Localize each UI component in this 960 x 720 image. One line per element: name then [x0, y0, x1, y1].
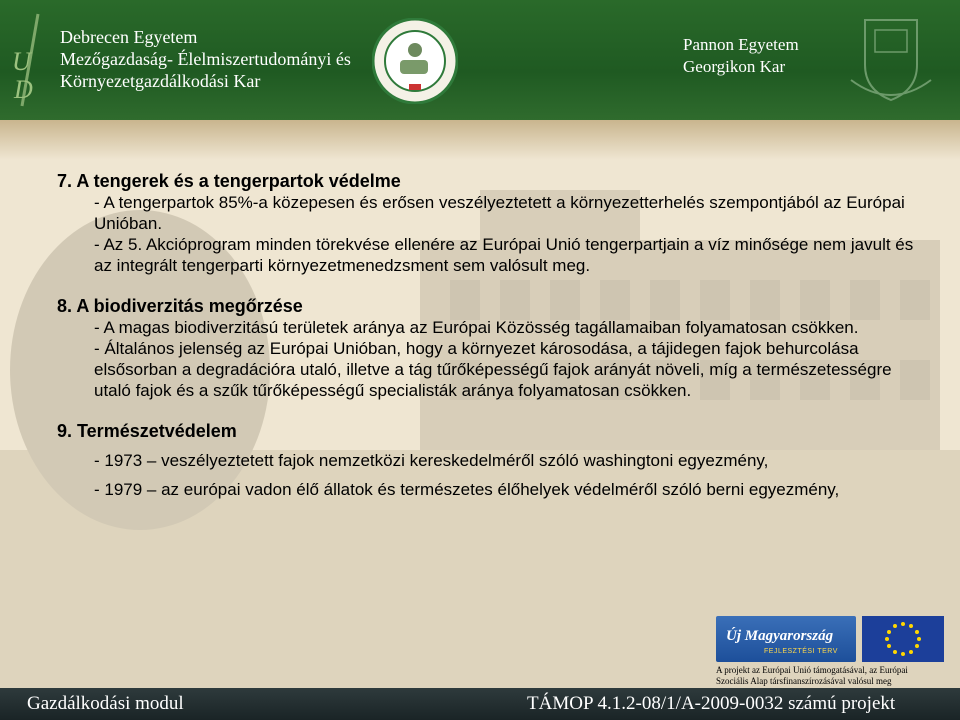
slide-content: [57, 170, 917, 500]
funding-notice: [716, 616, 946, 688]
section-8-item-1: - A magas biodiverzitású területek aránya az Európai Közösség tagállamaiban folyamatosan csökken.: [94, 318, 859, 337]
right-title-line-2: Georgikon Kar: [683, 57, 786, 76]
section-title-9: 9. Természetvédelem: [57, 421, 237, 441]
footer-project-id: TÁMOP 4.1.2-08/1/A-2009-0032 számú projekt: [527, 693, 896, 714]
ud-logo-icon: [8, 10, 50, 110]
section-9-item-2: - 1979 – az európai vadon élő állatok és természetes élőhelyek védelméről szóló berni egyezmény,: [94, 480, 840, 499]
uj-logo-text: Új Magyarország: [726, 628, 834, 644]
university-title-left: [60, 26, 351, 92]
university-title-right: [683, 34, 799, 78]
section-7-item-1: - A tengerpartok 85%-a közepesen és erősen veszélyeztetett a környezetterhelés szempontjából az Európai Unióban.: [94, 193, 905, 233]
funding-line-1: A projekt az Európai Unió támogatásával, az Európai: [716, 665, 908, 675]
section-8-item-2: - Általános jelenség az Európai Unióban, hogy a környezet károsodása, a tájidegen fajok behurcolása elsősorban a degradációra utaló, illetve a tág tűrőképességű fajok arányát növeli, míg a természetességre utaló fajok és a szűk tűrőképességű specialisták aránya folyamatosan csökken.: [94, 339, 892, 400]
footer-band: [0, 688, 960, 720]
funding-text: [716, 665, 946, 687]
left-title-line-3: Környezetgazdálkodási Kar: [60, 71, 261, 91]
section-9-item-1: - 1973 – veszélyeztetett fajok nemzetközi kereskedelméről szóló washingtoni egyezmény,: [94, 451, 769, 470]
uj-magyarorszag-logo: [716, 616, 856, 662]
right-title-line-1: Pannon Egyetem: [683, 35, 799, 54]
faculty-seal-icon: [372, 18, 458, 104]
funding-line-2: Szociális Alap társfinanszírozásával valósul meg: [716, 676, 892, 686]
uj-logo-subtitle: FEJLESZTÉSI TERV: [764, 648, 838, 655]
header-band: [0, 0, 960, 120]
pannon-crest-icon: [845, 10, 937, 106]
left-title-line-1: Debrecen Egyetem: [60, 27, 198, 47]
eu-flag-icon: [862, 616, 944, 662]
section-title-8: 8. A biodiverzitás megőrzése: [57, 296, 303, 316]
section-7-item-2: - Az 5. Akcióprogram minden törekvése ellenére az Európai Unió tengerpartjain a víz minősége nem javult és az integrált tengerparti környezetmenedzsment sem valósult meg.: [94, 235, 914, 275]
footer-module-name: Gazdálkodási modul: [27, 693, 184, 714]
left-title-line-2: Mezőgazdaság- Élelmiszertudományi és: [60, 49, 351, 69]
svg-text:D: D: [14, 75, 33, 104]
svg-text:U: U: [12, 47, 31, 76]
section-title-7: 7. A tengerek és a tengerpartok védelme: [57, 171, 401, 191]
